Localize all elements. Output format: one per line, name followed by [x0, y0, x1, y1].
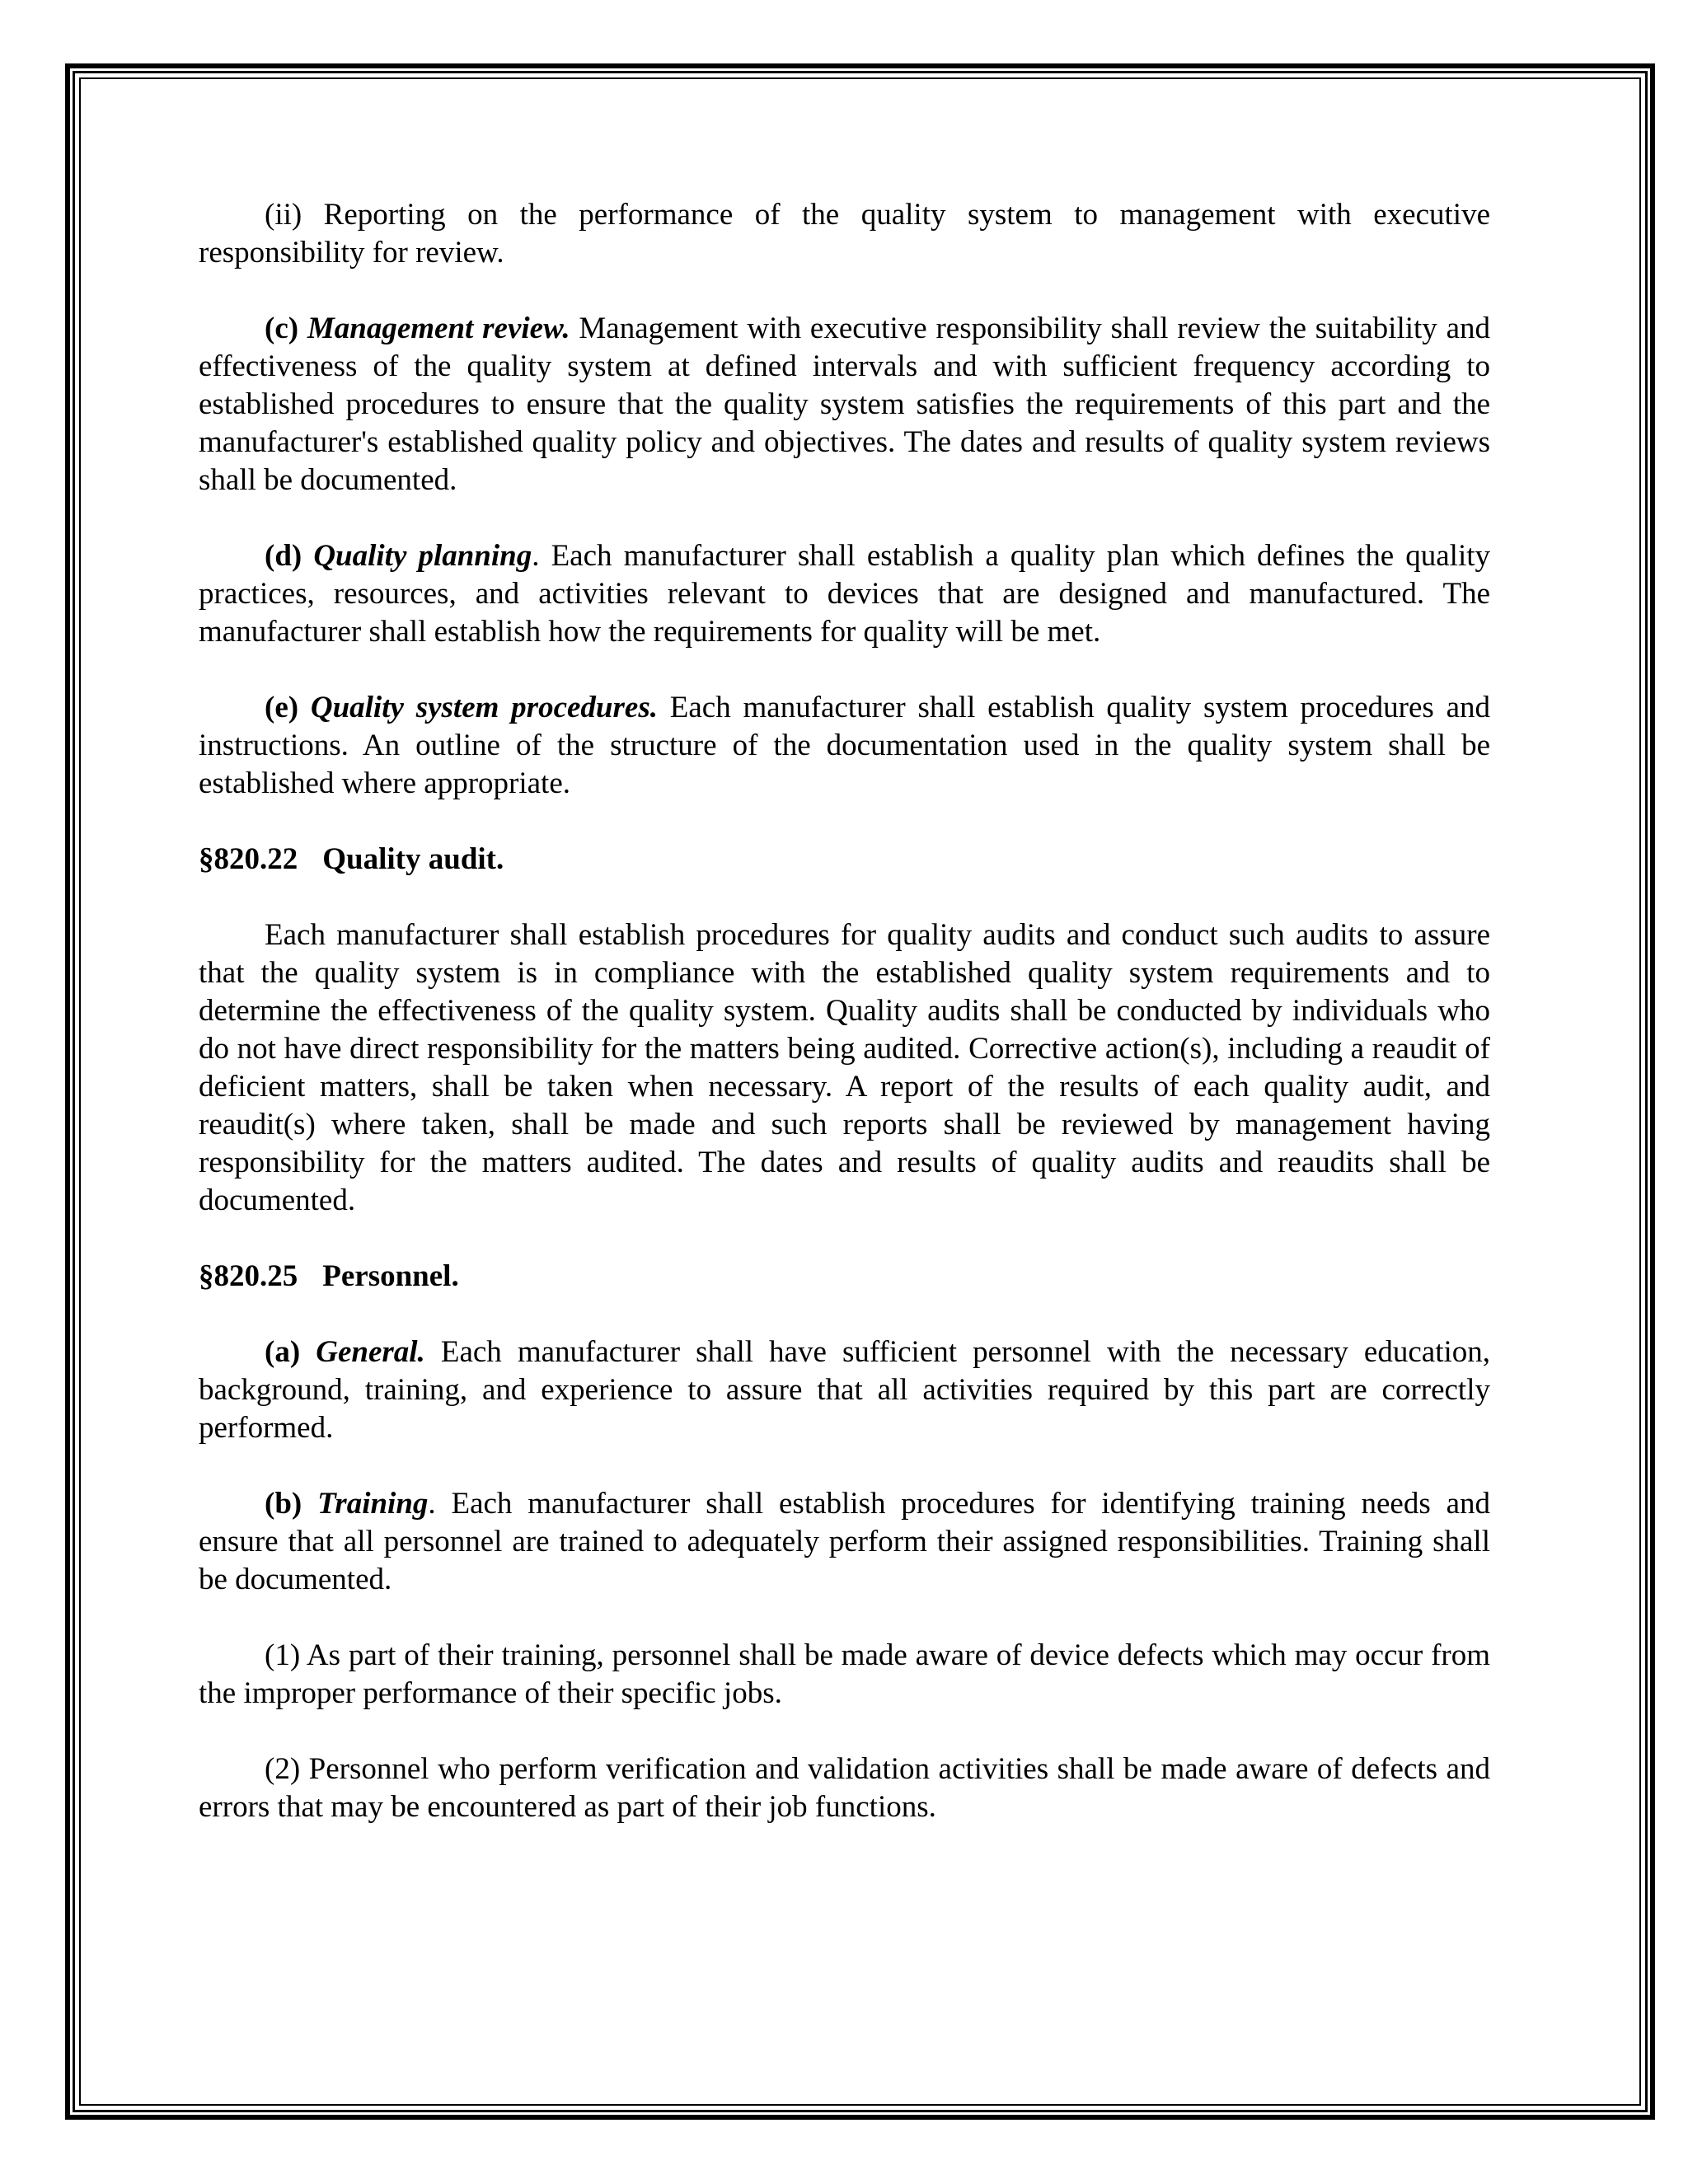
section-number: §820.25 — [199, 1259, 298, 1293]
section-heading-820-22 — [199, 841, 1490, 879]
paragraph-quality-audit — [199, 916, 1490, 1220]
paragraph-text: Each manufacturer shall establish quality system procedures and instructions. An outline of the structure of the documentation used in the quality system shall be established where appropriate. — [199, 691, 1491, 800]
paragraph-text: . Each manufacturer shall establish a quality plan which defines the quality practices, resources, and activities relevant to devices that are designed and manufactured. The manufacturer shall establish how the requirements for quality will be met. — [199, 539, 1490, 649]
paragraph-text: Each manufacturer shall establish procedures for quality audits and conduct such audits to assure that the quality system is in compliance with the established quality system requirements and to determine the effectiveness of the quality system. Quality audits shall be conducted by individuals who do not have direct responsibility for the matters being audited. Corrective action(s), including a reaudit of deficient matters, shall be taken when necessary. A report of the results of each quality audit, and reaudit(s) where taken, shall be made and such reports shall be reviewed by management having responsibility for the matters audited. The dates and results of quality audits and reaudits shall be documented. — [199, 918, 1490, 1217]
paragraph-a-general — [199, 1333, 1490, 1447]
clause-label: (a) — [265, 1335, 301, 1369]
paragraph-b-training — [199, 1485, 1490, 1599]
section-title: Personnel. — [322, 1259, 459, 1293]
paragraph-text: (ii) Reporting on the performance of the quality system to management with executive responsibility for review. — [199, 198, 1490, 269]
clause-title: General. — [316, 1335, 425, 1369]
clause-title: Management review. — [307, 312, 570, 345]
clause-label: (c) — [265, 312, 299, 345]
clause-title: Quality system procedures. — [310, 691, 658, 724]
paragraph-text: . Each manufacturer shall establish procedures for identifying training needs and ensure that all personnel are trained to adequately perform their assigned responsibilities. Training shall be documented. — [199, 1487, 1490, 1596]
paragraph-2-verification-personnel — [199, 1750, 1490, 1826]
paragraph-e-quality-system-procedures — [199, 689, 1490, 803]
section-title: Quality audit. — [322, 842, 504, 876]
document-body — [199, 196, 1490, 1864]
paragraph-d-quality-planning — [199, 537, 1490, 651]
clause-title: Training — [317, 1487, 429, 1521]
paragraph-c-management-review — [199, 310, 1490, 499]
section-number: §820.22 — [199, 842, 298, 876]
paragraph-text: Management with executive responsibility shall review the suitability and effectiveness of the quality system at defined intervals and with sufficient frequency according to established procedures to ensure that the quality system satisfies the requirements of this part and the manufacturer's established quality policy and objectives. The dates and results of quality system reviews shall be documented. — [199, 312, 1490, 497]
paragraph-text: (1) As part of their training, personnel shall be made aware of device defects which may occur from the improper performance of their specific jobs. — [199, 1638, 1490, 1710]
clause-label: (e) — [265, 691, 299, 724]
clause-title: Quality planning — [313, 539, 532, 573]
clause-label: (b) — [265, 1487, 302, 1521]
paragraph-ii-reporting — [199, 196, 1490, 272]
paragraph-text: Each manufacturer shall have sufficient personnel with the necessary education, background, training, and experience to assure that all activities required by this part are correctly performed. — [199, 1335, 1491, 1445]
section-heading-820-25 — [199, 1258, 1490, 1296]
paragraph-1-device-defects — [199, 1637, 1490, 1713]
paragraph-text: (2) Personnel who perform verification and validation activities shall be made aware of defects and errors that may be encountered as part of their job functions. — [199, 1752, 1490, 1824]
clause-label: (d) — [265, 539, 302, 573]
